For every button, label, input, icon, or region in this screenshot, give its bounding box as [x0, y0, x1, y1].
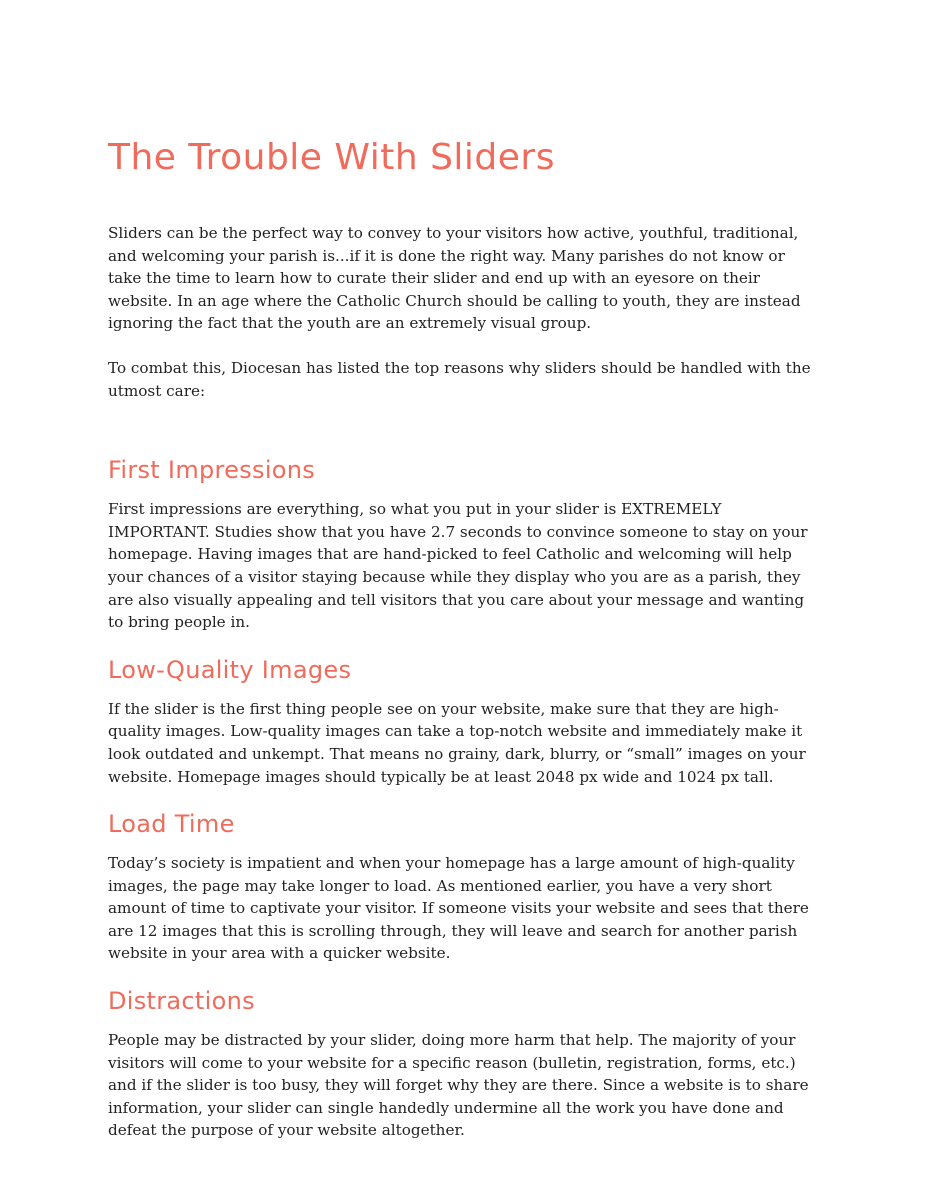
section-body: Today’s society is impatient and when your homepage has a large amount of high-quality images, the page may take longer to load. As mentioned earlier, you have a very short amount of time to captivate your visitor. If someone visits your website and sees that there are 12 images that this is scrolling through, they will leave and search for another parish website in your area with a quicker website.: [108, 854, 809, 963]
section-body: If the slider is the first thing people see on your website, make sure that they are high-quality images. Low-quality images can take a top-notch website and immediately make it look outdated and unkempt. That means no grainy, dark, blurry, or “small” images on your website. Homepage images should typically be at least 2048 px wide and 1024 px tall.: [108, 699, 806, 786]
document-page: [108, 130, 818, 1142]
section-body: First impressions are everything, so what you put in your slider is EXTREMELY IMPORTANT. Studies show that you have 2.7 seconds to convince someone to stay on your homepage. Having images that are hand-picked to feel Catholic and welcoming will help your chances of a visitor staying because while they display who you are as a parish, they are also visually appealing and tell visitors that you care about your message and wanting to bring people in.: [108, 500, 808, 632]
section-heading: First Impressions: [108, 456, 316, 485]
document-title: The Trouble With Sliders: [108, 137, 555, 178]
section-load-time: [108, 808, 818, 965]
intro-paragraph: Sliders can be the perfect way to convey to your visitors how active, youthful, traditional, and welcoming your parish is...if it is done the right way. Many parishes do not know or take the time to learn how to curate their slider and end up with an eyesore on their website. In an age where the Catholic Church should be calling to youth, they are instead ignoring the fact that the youth are an extremely visual group.: [108, 224, 801, 333]
section-first-impressions: [108, 454, 818, 634]
section-low-quality-images: [108, 654, 818, 788]
intro-paragraph: To combat this, Diocesan has listed the top reasons why sliders should be handled with the utmost care:: [108, 358, 811, 400]
section-heading: Distractions: [108, 987, 255, 1016]
section-distractions: [108, 985, 818, 1142]
section-heading: Load Time: [108, 810, 235, 839]
section-heading: Low-Quality Images: [108, 655, 352, 684]
section-body: People may be distracted by your slider, doing more harm that help. The majority of your visitors will come to your website for a specific reason (bulletin, registration, forms, etc.) and if the slider is too busy, they will forget why they are there. Since a website is to share information, your slider can single handedly undermine all the work you have done and defeat the purpose of your website altogether.: [108, 1031, 809, 1140]
